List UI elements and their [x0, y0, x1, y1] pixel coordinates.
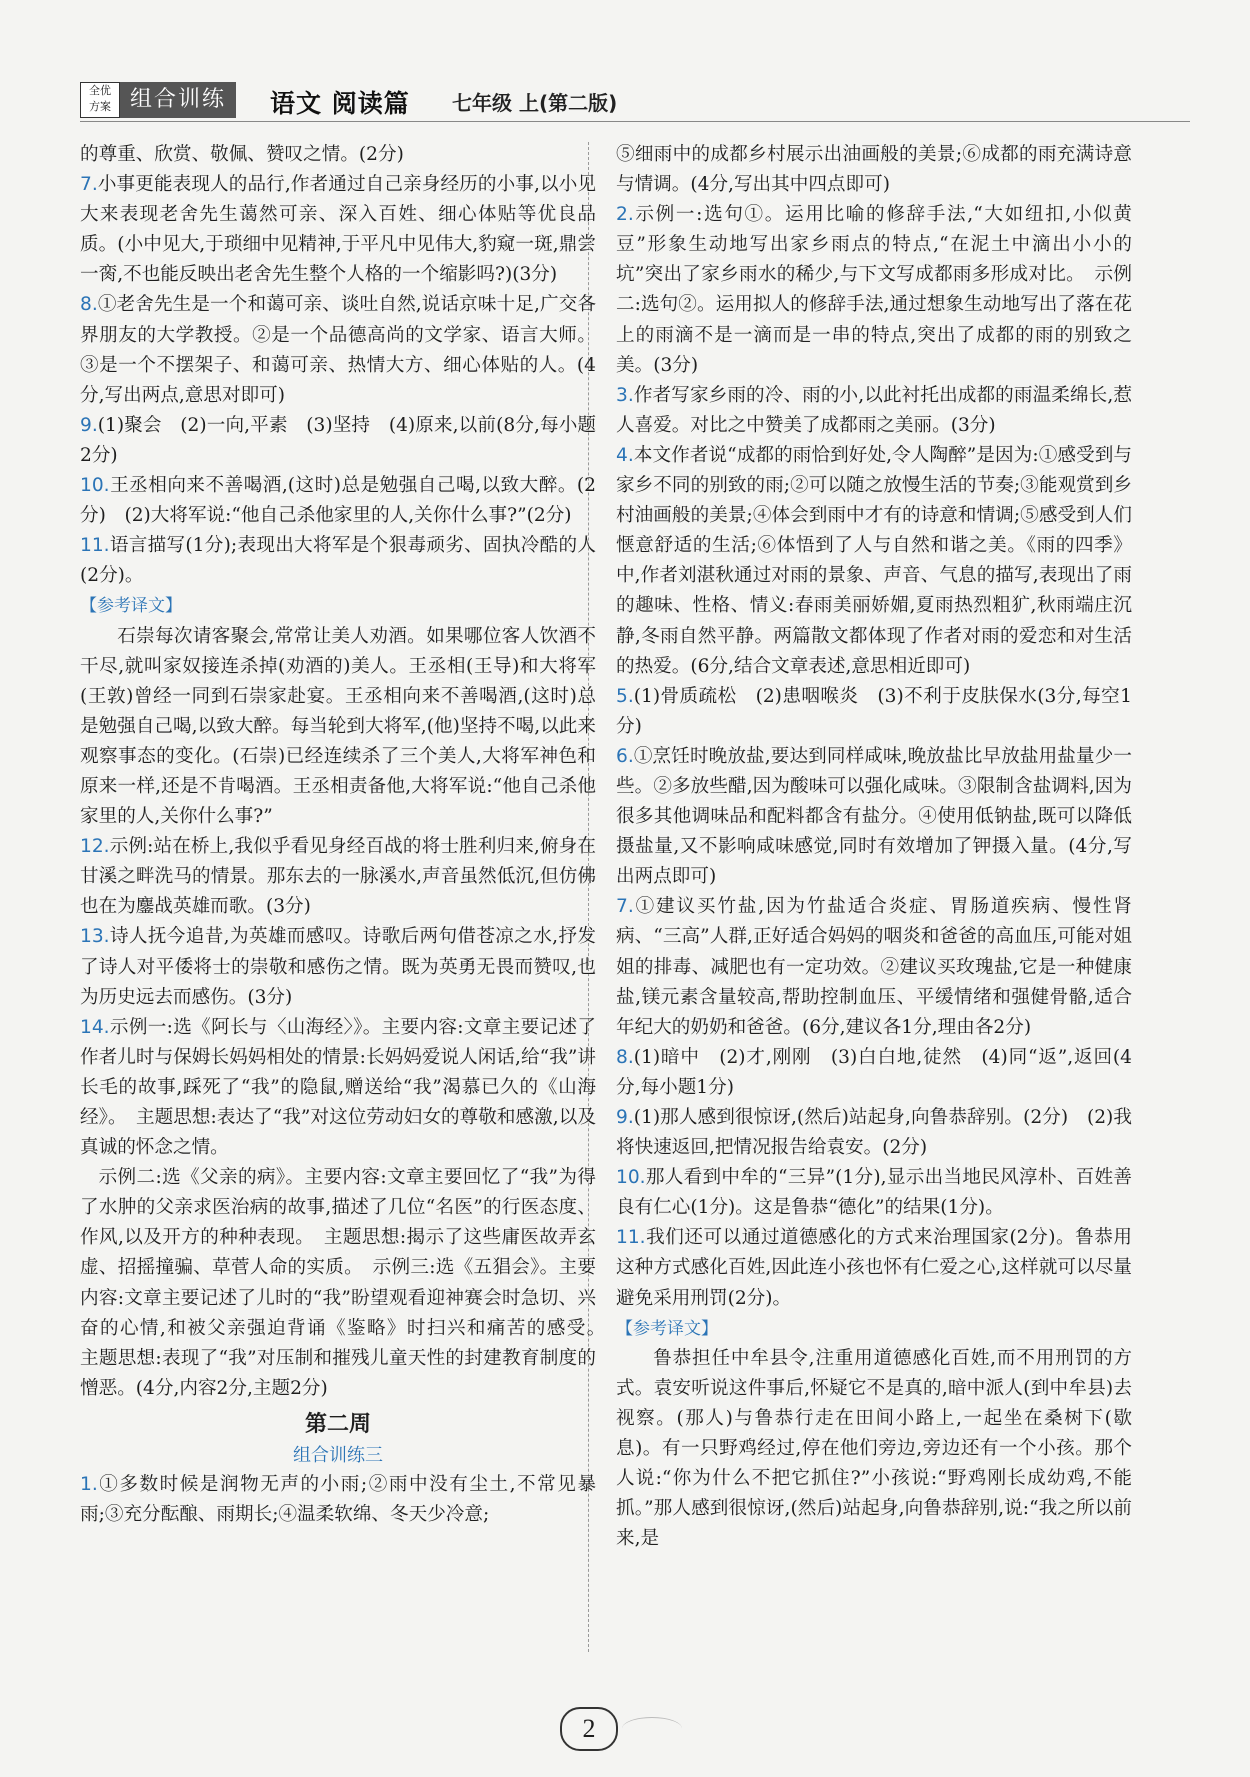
- answer-text: 示例:站在桥上,我似乎看见身经百战的将士胜利归来,俯身在甘溪之畔洗马的情景。那东去的一脉溪水,声音虽然低沉,但仿佛也在为鏖战英雄而歌。(3分): [80, 836, 596, 918]
- answer-text: ①多数时候是润物无声的小雨;②雨中没有尘土,不常见暴雨;③充分酝酿、雨期长;④温柔软绵、冬天少冷意;: [80, 1473, 596, 1526]
- header-rule: [80, 121, 1190, 122]
- answer-10: [80, 471, 596, 531]
- answer-number: 8.: [616, 1046, 634, 1068]
- page-number: 2: [560, 1707, 618, 1751]
- answer-continued: ⑤细雨中的成都乡村展示出油画般的美景;⑥成都的雨充满诗意与情调。(4分,写出其中四点即可): [616, 144, 1132, 196]
- answer-10: [616, 1163, 1132, 1223]
- answer-number: 13.: [80, 926, 110, 948]
- answer-number: 7.: [616, 896, 634, 918]
- answer-4: [616, 441, 1132, 682]
- answer-7: [80, 170, 596, 290]
- answer-text: 语言描写(1分);表现出大将军是个狠毒顽劣、固执冷酷的人(2分)。: [80, 535, 596, 587]
- answer-text: 示例一:选《阿长与〈山海经〉》。主要内容:文章主要记述了作者儿时与保姆长妈妈相处的情景:长妈妈爱说人闲话,给“我”讲长毛的故事,踩死了“我”的隐鼠,赠送给“我”渴慕已久的《山海经》。 主题思想:表达了“我”对这位劳动妇女的尊敬和感激,以及真诚的怀念之情。: [80, 1016, 596, 1159]
- answer-13: [80, 922, 596, 1012]
- answer-number: 10.: [80, 475, 110, 497]
- exercise-set-heading: 组合训练三: [293, 1444, 383, 1466]
- answer-text: ①老舍先生是一个和蔼可亲、谈吐自然,说话京味十足,广交各界朋友的大学教授。②是一个品德高尚的文学家、语言大师。③是一个不摆架子、和蔼可亲、热情大方、细心体贴的人。(4分,写出两点,意思对即可): [80, 294, 596, 406]
- answer-text: 王丞相向来不善喝酒,(这时)总是勉强自己喝,以致大醉。(2分) (2)大将军说:“他自己杀他家里的人,关你什么事?”(2分): [80, 475, 596, 527]
- answer-9: [80, 411, 596, 471]
- answer-text: ①建议买竹盐,因为竹盐适合炎症、胃肠道疾病、慢性肾病、“三高”人群,正好适合妈妈的咽炎和爸爸的高血压,可能对姐姐的排毒、减肥也有一定功效。②建议买玫瑰盐,它是一种健康盐,镁元素含量较高,帮助控制血压、平缓情绪和强健骨骼,适合年纪大的奶奶和爸爸。(6分,建议各1分,理由各2分): [616, 896, 1132, 1038]
- answer-text: 示例一:选句①。运用比喻的修辞手法,“大如纽扣,小似黄豆”形象生动地写出家乡雨点的特点,“在泥土中滴出小小的坑”突出了家乡雨水的稀少,与下文写成都雨多形成对比。 示例二:选句②。运用拟人的修辞手法,通过想象生动地写出了落在花上的雨滴不是一滴而是一串的特点,突出了成都的雨的别致之美。(3分): [616, 204, 1132, 376]
- answer-14: [80, 1013, 596, 1163]
- answer-text: 小事更能表现人的品行,作者通过自己亲身经历的小事,以小见大来表现老舍先生蔼然可亲、深入百姓、细心体贴等优良品质。(小中见大,于琐细中见精神,于平凡中见伟大,豹窥一斑,鼎尝一脔,不也能反映出老舍先生整个人格的一个缩影吗?)(3分): [80, 174, 596, 286]
- reference-translation: 石崇每次请客聚会,常常让美人劝酒。如果哪位客人饮酒不干尽,就叫家奴接连杀掉(劝酒的)美人。王丞相(王导)和大将军(王敦)曾经一同到石崇家赴宴。王丞相向来不善喝酒,(这时)总是勉强自己喝,以致大醉。每当轮到大将军,(他)坚持不喝,以此来观察事态的变化。(石崇)已经连续杀了三个美人,大将军神色和原来一样,还是不肯喝酒。王丞相责备他,大将军说:“他自己杀他家里的人,关你什么事?”: [80, 625, 596, 828]
- series-badge: [80, 82, 120, 118]
- right-column: [616, 140, 1132, 1554]
- answer-number: 3.: [616, 384, 634, 406]
- answer-12: [80, 832, 596, 922]
- book-grade: 七年级 上(第二版): [452, 91, 618, 115]
- answer-text: (1)暗中 (2)才,刚刚 (3)白白地,徒然 (4)同“返”,返回(4分,每小题1分): [616, 1046, 1132, 1098]
- answer-text: 诗人抚今追昔,为英雄而感叹。诗歌后两句借苍凉之水,抒发了诗人对平倭将士的崇敬和感伤之情。既为英勇无畏而赞叹,也为历史远去而感伤。(3分): [80, 926, 596, 1008]
- badge-line-2: 方案: [89, 100, 111, 113]
- answer-number: 11.: [616, 1227, 646, 1249]
- answer-number: 2.: [616, 204, 634, 226]
- answer-number: 9.: [80, 414, 98, 436]
- answer-text: 那人看到中牟的“三异”(1分),显示出当地民风淳朴、百姓善良有仁心(1分)。这是鲁恭“德化”的结果(1分)。: [616, 1167, 1132, 1219]
- week-heading: 第二周: [304, 1411, 371, 1437]
- page-header: [80, 78, 1190, 122]
- answer-11: [616, 1223, 1132, 1313]
- answer-text: (1)那人感到很惊讶,(然后)站起身,向鲁恭辞别。(2分) (2)我将快速返回,把情况报告给袁安。(2分): [616, 1107, 1132, 1159]
- answer-number: 14.: [80, 1016, 110, 1038]
- answer-text: (1)骨质疏松 (2)患咽喉炎 (3)不利于皮肤保水(3分,每空1分): [616, 685, 1132, 737]
- answer-14-continued: 示例二:选《父亲的病》。主要内容:文章主要回忆了“我”为得了水肿的父亲求医治病的故事,描述了几位“名医”的行医态度、作风,以及开方的种种表现。 主题思想:揭示了这些庸医故弄玄虚、招摇撞骗、草菅人命的实质。 示例三:选《五猖会》。主要内容:文章主要记述了儿时的“我”盼望观看迎神赛会时急切、兴奋的心情,和被父亲强迫背诵《鉴略》时扫兴和痛苦的感受。 主题思想:表现了“我”对压制和摧残儿童天性的封建教育制度的憎恶。(4分,内容2分,主题2分): [80, 1167, 615, 1399]
- answer-number: 5.: [616, 685, 634, 707]
- series-name: 组合训练: [120, 82, 236, 118]
- left-column: [80, 140, 615, 1530]
- answer-number: 4.: [616, 444, 634, 466]
- answer-8: [80, 290, 596, 410]
- book-title: 语文 阅读篇: [270, 89, 410, 118]
- answer-8: [616, 1043, 1132, 1103]
- answer-number: 11.: [80, 535, 110, 557]
- answer-number: 12.: [80, 836, 110, 858]
- answer-11: [80, 531, 596, 591]
- answer-7: [616, 892, 1132, 1042]
- reference-translation-label: 【参考译文】: [80, 596, 182, 617]
- answer-text: 作者写家乡雨的冷、雨的小,以此衬托出成都的雨温柔绵长,惹人喜爱。对比之中赞美了成都雨之美丽。(3分): [616, 384, 1132, 436]
- answer-6: [616, 742, 1132, 892]
- answer-3: [616, 381, 1132, 441]
- answer-5: [616, 682, 1132, 742]
- answer-number: 8.: [80, 294, 98, 316]
- answer-number: 9.: [616, 1107, 634, 1128]
- badge-line-1: 全优: [89, 84, 111, 97]
- answer-text: 我们还可以通过道德感化的方式来治理国家(2分)。鲁恭用这种方式感化百姓,因此连小孩也怀有仁爱之心,这样就可以尽量避免采用刑罚(2分)。: [616, 1227, 1132, 1309]
- answer-number: 6.: [616, 745, 634, 767]
- answer-text: (1)聚会 (2)一向,平素 (3)坚持 (4)原来,以前(8分,每小题2分): [80, 414, 596, 466]
- answer-continued: 的尊重、欣赏、敬佩、赞叹之情。(2分): [80, 144, 404, 165]
- answer-text: ①烹饪时晚放盐,要达到同样咸味,晚放盐比早放盐用盐量少一些。②多放些醋,因为酸味可以强化咸味。③限制含盐调料,因为很多其他调味品和配料都含有盐分。④使用低钠盐,既可以降低摄盐量,又不影响咸味感觉,同时有效增加了钾摄入量。(4分,写出两点即可): [616, 745, 1132, 888]
- answer-text: 本文作者说“成都的雨恰到好处,令人陶醉”是因为:①感受到与家乡不同的别致的雨;②可以随之放慢生活的节奏;③能观赏到乡村油画般的美景;④体会到雨中才有的诗意和情调;⑤感受到人们惬意舒适的生活;⑥体悟到了人与自然和谐之美。《雨的四季》中,作者刘湛秋通过对雨的景象、声音、气息的描写,表现出了雨的趣味、性格、情义:春雨美丽娇媚,夏雨热烈粗犷,秋雨端庄沉静,冬雨自然平静。两篇散文都体现了作者对雨的爱恋和对生活的热爱。(6分,结合文章表述,意思相近即可): [616, 444, 1132, 677]
- answer-1: [80, 1470, 596, 1530]
- reference-translation: 鲁恭担任中牟县令,注重用道德感化百姓,而不用刑罚的方式。袁安听说这件事后,怀疑它不是真的,暗中派人(到中牟县)去视察。(那人)与鲁恭行走在田间小路上,一起坐在桑树下(歇息)。有一只野鸡经过,停在他们旁边,旁边还有一个小孩。那个人说:“你为什么不把它抓住?”小孩说:“野鸡刚长成幼鸡,不能抓。”那人感到很惊讶,(然后)站起身,向鲁恭辞别,说:“我之所以前来,是: [616, 1347, 1132, 1550]
- reference-translation-label: 【参考译文】: [616, 1318, 718, 1339]
- answer-number: 7.: [80, 174, 98, 196]
- answer-number: 1.: [80, 1473, 98, 1495]
- answer-9: [616, 1103, 1132, 1163]
- answer-2: [616, 200, 1132, 381]
- answer-number: 10.: [616, 1167, 646, 1189]
